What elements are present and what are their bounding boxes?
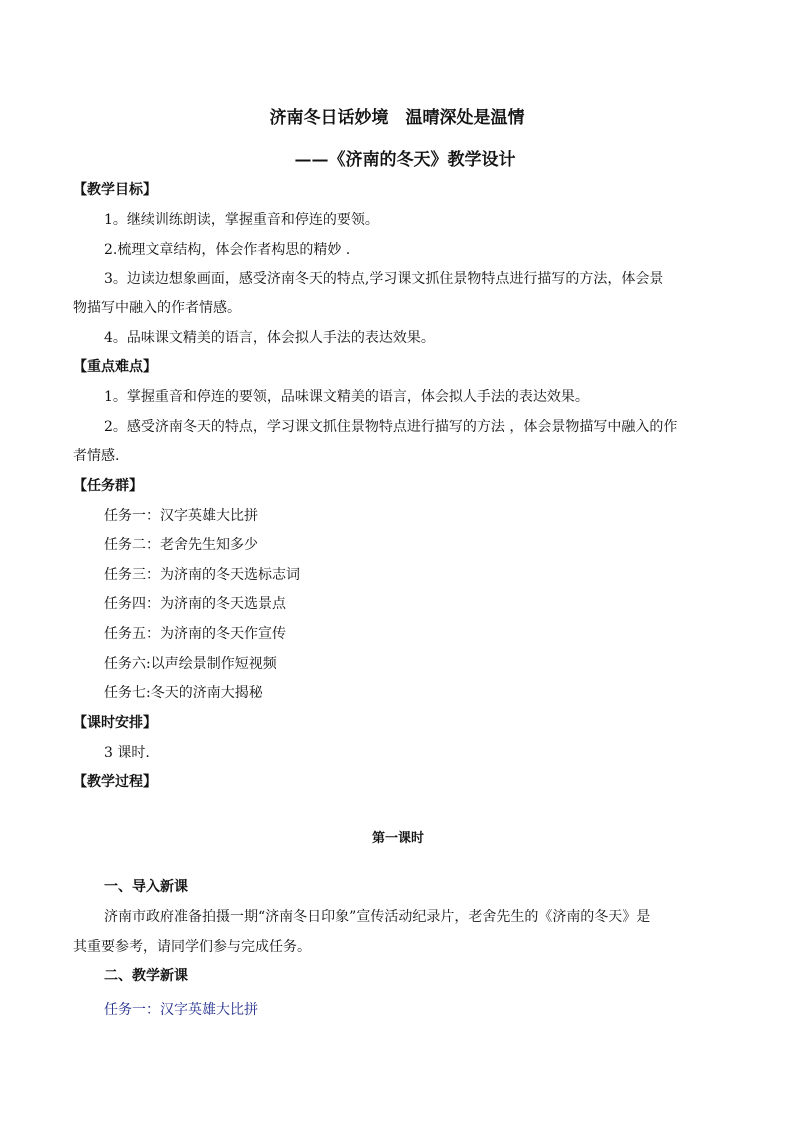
process-heading: 【教学过程】 (73, 774, 157, 790)
objective-item: 4。品味课文精美的语言，体会拟人手法的表达效果。 (104, 330, 435, 346)
key-points-heading: 【重点难点】 (73, 359, 157, 375)
document-subtitle: ——《济南的冬天》教学设计 (294, 150, 516, 170)
document-title: 济南冬日话妙境 温晴深处是温情 (269, 108, 525, 128)
section2-heading: 二、教学新课 (104, 968, 188, 984)
objective-item-continued: 物描写中融入的作者情感。 (73, 300, 241, 316)
lesson-title: 第一课时 (371, 831, 424, 846)
task-item: 任务四：为济南的冬天选景点 (104, 596, 286, 612)
section1-line: 济南市政府准备拍摄一期“济南冬日印象”宣传活动纪录片，老舍先生的《济南的冬天》是 (104, 909, 651, 925)
schedule-text: 3 课时. (104, 745, 150, 761)
task-item: 任务二：老舍先生知多少 (104, 537, 258, 553)
lesson-task1 (104, 1000, 258, 1020)
objective-item: 3。边读边想象画面，感受济南冬天的特点,学习课文抓住景物特点进行描写的方法，体会景 (104, 271, 664, 287)
task-item: 任务五：为济南的冬天作宣传 (104, 626, 286, 642)
task-item: 任务三：为济南的冬天选标志词 (104, 567, 300, 583)
section1-line-continued: 其重要参考，请同学们参与完成任务。 (73, 939, 311, 955)
key-point-item: 2。感受济南冬天的特点，学习课文抓住景物特点进行描写的方法 ，体会景物描写中融入的作 (104, 419, 678, 435)
objective-item: 2.梳理文章结构，体会作者构思的精妙 . (104, 242, 351, 258)
schedule-heading: 【课时安排】 (73, 715, 157, 731)
task-item: 任务七:冬天的济南大揭秘 (104, 685, 263, 701)
tasks-heading: 【任务群】 (73, 478, 143, 494)
objectives-heading: 【教学目标】 (73, 182, 157, 198)
lesson-task1-label: 任务一： (104, 1002, 160, 1018)
task-item: 任务一：汉字英雄大比拼 (104, 508, 258, 524)
key-point-item: 1。掌握重音和停连的要领，品味课文精美的语言，体会拟人手法的表达效果。 (104, 389, 589, 405)
objective-item: 1。继续训练朗读，掌握重音和停连的要领。 (104, 212, 379, 228)
key-point-item-continued: 者情感. (73, 448, 120, 464)
lesson-task1-text: 汉字英雄大比拼 (160, 1002, 258, 1018)
section1-heading: 一、导入新课 (104, 879, 188, 895)
task-item: 任务六:以声绘景制作短视频 (104, 656, 277, 672)
